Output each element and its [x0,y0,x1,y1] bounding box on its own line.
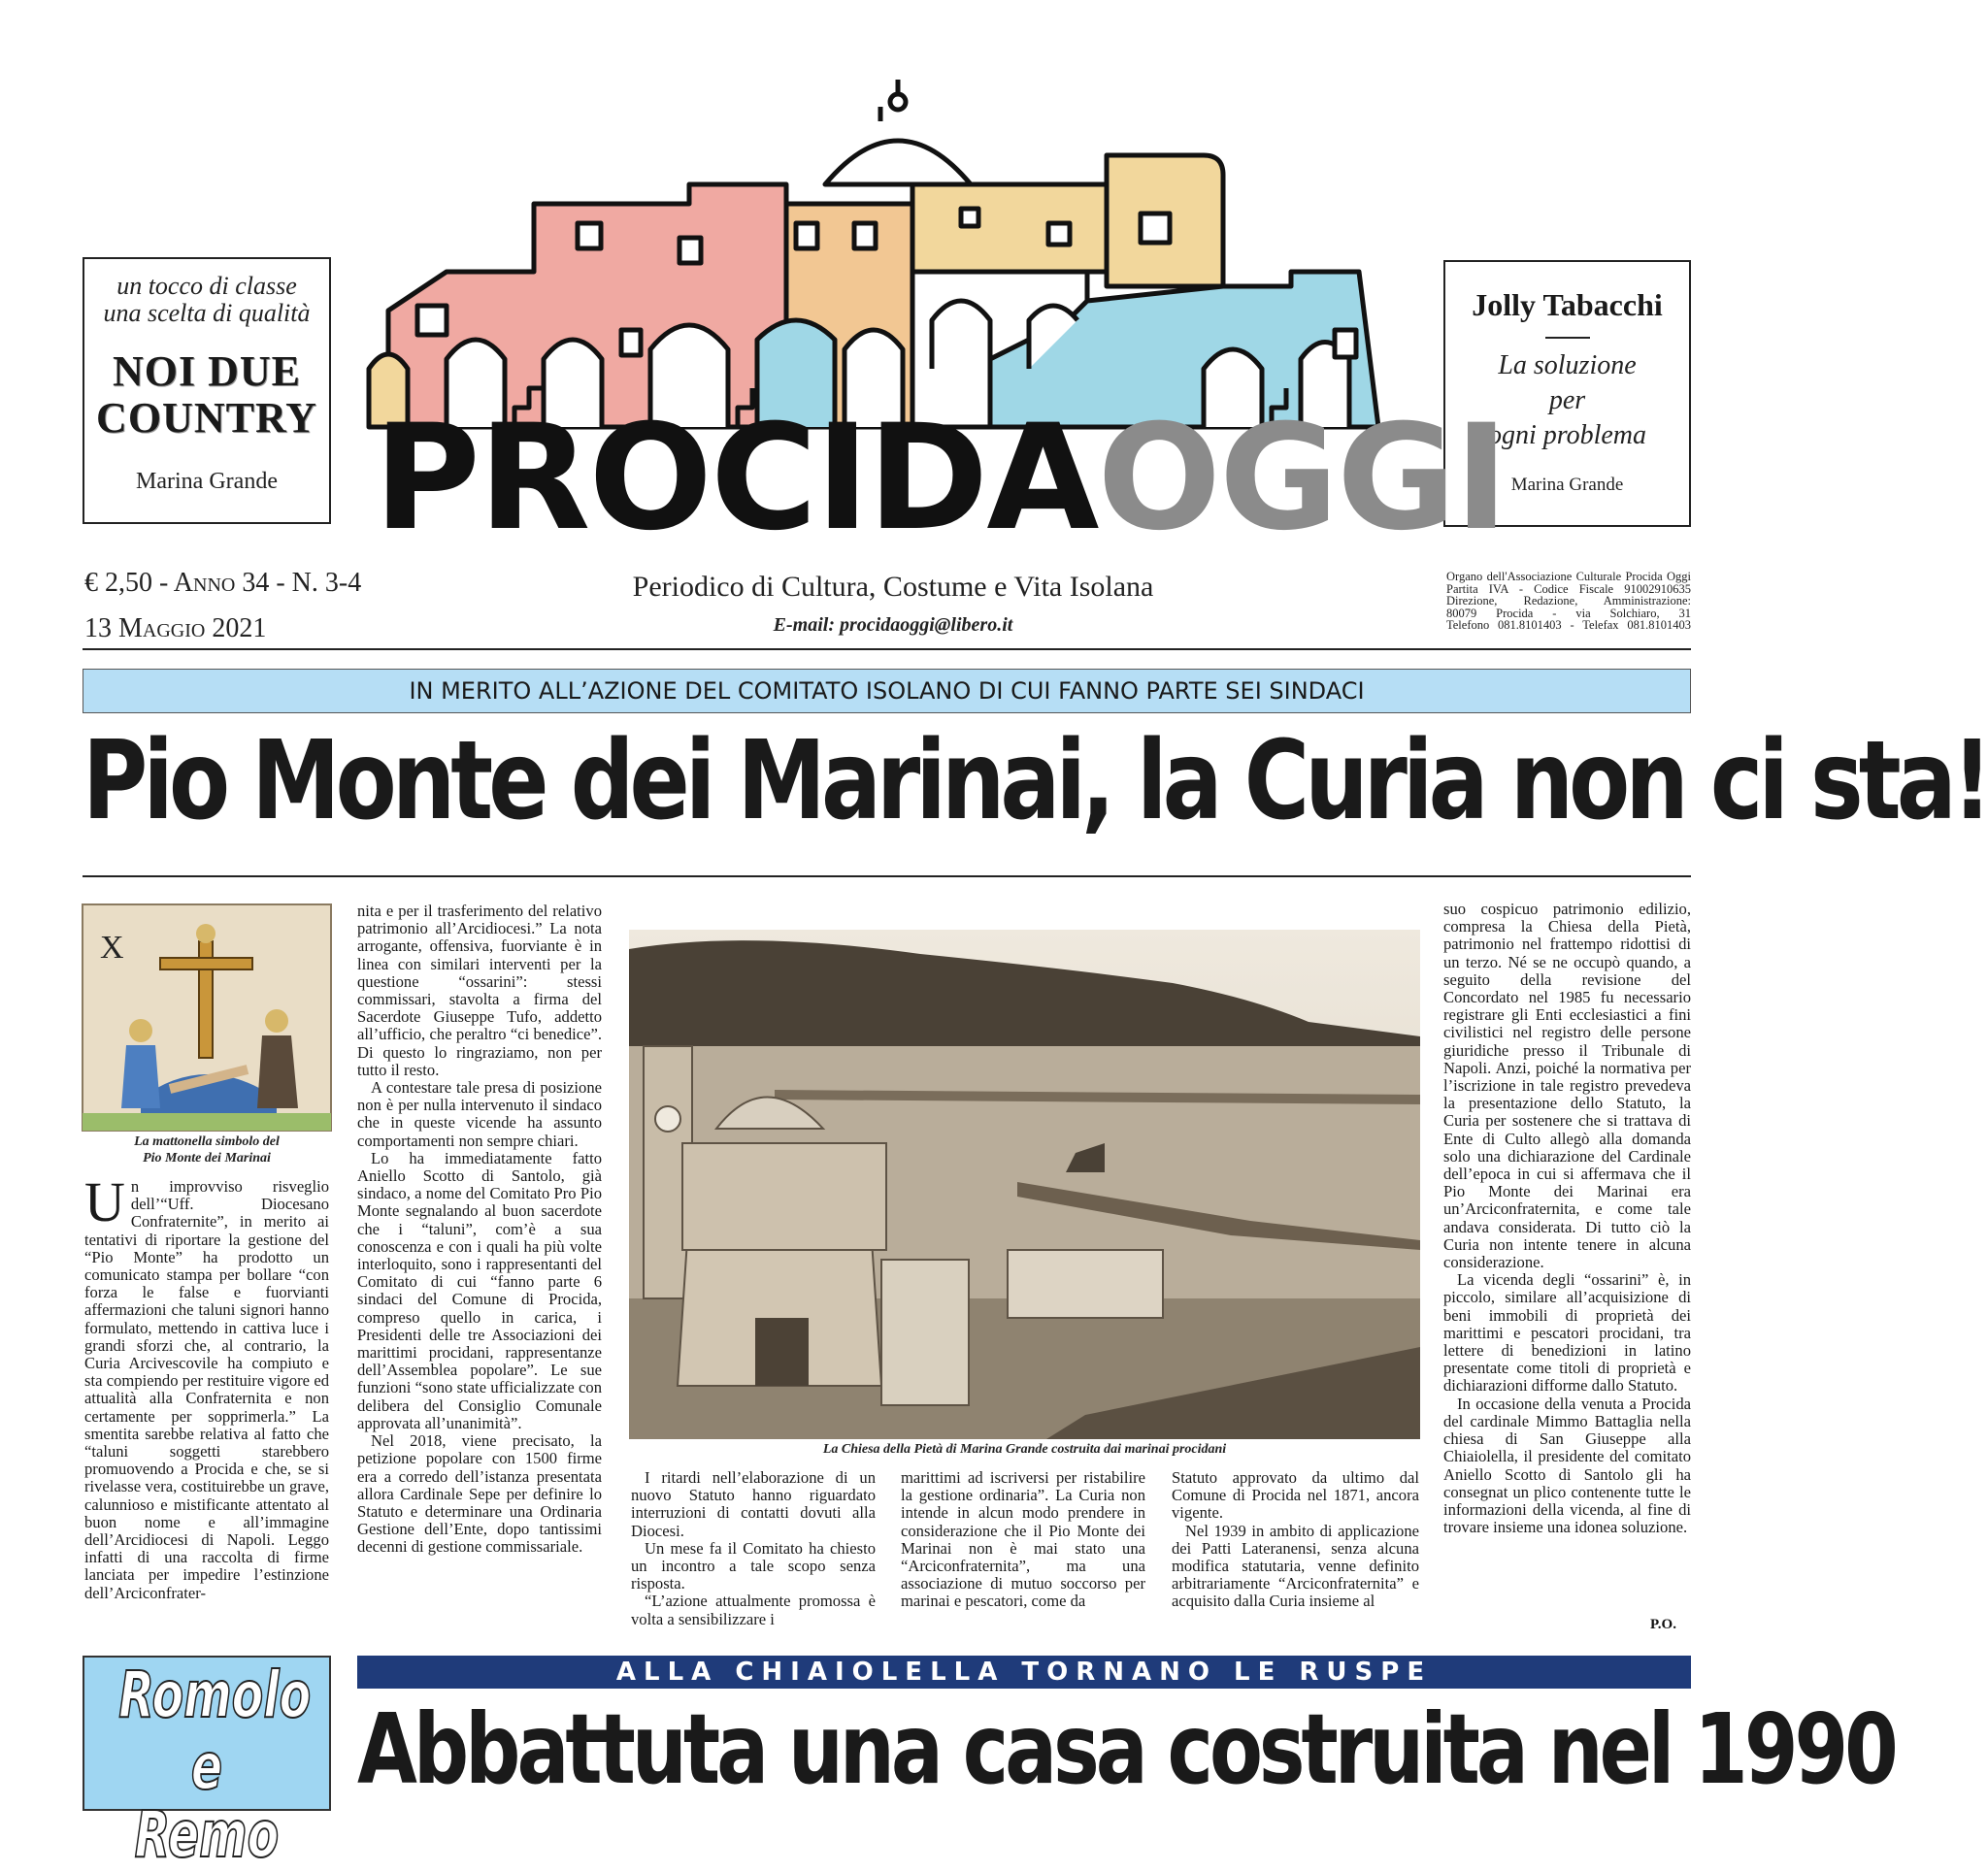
headline-divider [83,875,1691,877]
price-issue: € 2,50 - Anno 34 - N. 3-4 [84,568,362,598]
drop-cap: U [84,1170,125,1233]
ad-noi-due-country [83,257,331,524]
masthead-title-oggi: OGGI [1097,394,1508,563]
article-column-4 [901,1469,1145,1611]
article-paragraph: suo cospicuo patrimonio edilizio, compresa la Chiesa della Pietà, patrimonio nel frattempo ridottisi di un terzo. Né se ne occupò quando, a seguito della revisione del Concordato nel 1985 fu necessario registrare gli Enti ecclesiastici a fini civilistici nel registro delle persone giuridiche presso il Tribunale di Napoli. Anzi, poiché la normativa per l’iscrizione in tale registro prevedeva la presentazione dello Statuto, la Curia per sostenere che si trattava di Ente di Culto allegò alla domanda solo una dichiarazione del Cardinale dell’epoca in cui si affermava che il Pio Monte dei Marinai era un’Arciconfraternita, e come tale andava considerata. Di tutto ciò la Curia non intente tenere in alcuna considerazione. [1443,900,1691,1272]
romolo-box-line2: e Remo [134,1729,280,1872]
masthead-title [374,394,1508,563]
publisher-info-line: 80079 Procida - via Solchiaro, 31 [1446,606,1691,620]
article-paragraph: I ritardi nell’elaborazione di un nuovo Statuto hanno riguardato interruzioni di contatti dovuti alla Diocesi. [631,1468,876,1540]
article-headline: Pio Monte dei Marinai, la Curia non ci sta! [83,718,1988,844]
paragraph-text: n improvviso risveglio dell’“Uff. Diocesano Confraternite”, in merito ai tentativi di riportare la gestione del “Pio Monte” ha prodotto un comunicato stampa per bollare “con forza le false e fuorvianti affermazioni che taluni signori hanno formulato, mettendo in cattiva luce i grandi sforzi che, al contrario, la Curia Arcivescovile ha compiuto e sta compiendo per restituire vigore ed attualità alla Confraternita e non certamente per sopprimerla.” La smentita sarebbe relativa al fatto che “taluni soggetti starebbero promuovendo a Procida e che, se si rivelasse vera, costituirebbe un grave, calunnioso e mistificante attentato al buon nome e all’immagine dell’Arcidiocesi di Napoli. Leggo infatti di una raccolta di firme lanciata per impedire l’estinzione dell’Arciconfrater- [84,1177,329,1602]
masthead-tagline: Periodico di Cultura, Costume e Vita Isolana [632,571,1154,603]
article-paragraph: “L’azione attualmente promossa è volta a sensibilizzare i [631,1592,876,1628]
article-kicker: IN MERITO ALL’AZIONE DEL COMITATO ISOLANO DI CUI FANNO PARTE SEI SINDACI [83,669,1691,713]
ad-tag-line1: La soluzione [1498,350,1637,380]
article-paragraph: A contestare tale presa di posizione non è per nulla intervenuto il sindaco che in queste vicende ha assunto comportamenti non sempre chiari. [357,1078,602,1150]
publisher-info-line: Direzione, Redazione, Amministrazione: [1446,594,1691,608]
article-column-2 [357,903,602,1557]
photo-caption: La Chiesa della Pietà di Marina Grande costruita dai marinai procidani [822,1442,1227,1457]
article-paragraph: Statuto approvato da ultimo dal Comune di Procida nel 1871, ancora vigente. [1172,1468,1419,1523]
ad-slogan-line2: una scelta di qualità [103,299,311,327]
article-column-5 [1172,1469,1419,1611]
article-paragraph: In occasione della venuta a Procida del cardinale Mimmo Battaglia nella chiesa di San Giuseppe alla Chiaiolella, il presidente del comitato Aniello Scotto di Santolo gli ha consegnat un plico contenente tutte le informazioni della vicenda, al fine di trovare insieme una idonea soluzione. [1443,1394,1691,1537]
ad-tag-line3: ogni problema [1487,420,1647,450]
article-paragraph: marittimi ad iscriversi per ristabilire la gestione ordinaria”. La Curia non intende in alcun modo prendere in considerazione che il Pio Monte dei Marinai non è mai stato una “Arciconfraternita”, ma una associazione di mutuo soccorso per marinai e pescatori, come da [901,1468,1145,1611]
tile-caption-line2: Pio Monte dei Marinai [143,1151,271,1166]
ad-divider [1545,337,1590,339]
masthead-email: E-mail: procidaoggi@libero.it [773,614,1013,636]
publisher-info-line: Telefono 081.8101403 - Telefax 081.8101403 [1446,618,1691,632]
publisher-info [1446,571,1691,632]
masthead-title-procida: PROCIDA [374,394,1098,563]
article-paragraph: Nel 1939 in ambito di applicazione dei Patti Lateranensi, senza alcuna modifica statutaria, venne definito arbitrariamente “Arciconfraternita” e acquisito dalla Curia insieme al [1172,1521,1419,1611]
masthead-houses-illustration [369,78,1398,437]
ad-tag-line2: per [1548,385,1586,415]
article2-kicker: ALLA CHIAIOLELLA TORNANO LE RUSPE [357,1656,1691,1689]
romolo-remo-box [83,1656,331,1872]
ad-brand-line1: NOI DUE [112,347,302,395]
church-harbor-photo [629,930,1420,1439]
article-paragraph: Nel 2018, viene precisato, la petizione popolare con 1500 firme era a corredo dell’istanza presentata allora Cardinale Sepe per definire lo Statuto e determinare una Ordinaria Gestione dell’Ente, dopo tantissimi decenni di gestione commissariale. [357,1431,602,1557]
article-paragraph: nita e per il trasferimento del relativo patrimonio all’Arcidiocesi.” La nota arrogante, offensiva, fuorviante è in linea con similari interventi per la questione “ossarini”: stessi commissari, stavolta a firma del Sacerdote Giuseppe Tufo, addetto all’ufficio, che peraltro “ci benedice”. Di questo lo ringraziamo, non per tutto il resto. [357,902,602,1079]
article-column-3 [631,1469,876,1628]
article-column-1 [84,1170,329,1602]
publisher-info-line: Organo dell'Associazione Culturale Procida Oggi [1446,570,1691,583]
tile-caption [83,1133,331,1166]
article2-headline: Abbattuta una casa costruita nel 1990 [357,1692,1895,1806]
majolica-tile-image [83,904,331,1131]
ad-place: Marina Grande [1510,475,1624,495]
ad-place: Marina Grande [136,469,278,494]
article-column-6 [1443,901,1691,1536]
issue-date: 13 Maggio 2021 [84,613,267,643]
article-paragraph [84,1170,329,1602]
header-divider [83,648,1691,650]
article-signature: P.O. [1650,1617,1676,1632]
publisher-info-line: Partita IVA - Codice Fiscale 91002910635 [1446,581,1691,596]
tile-caption-line1: La mattonella simbolo del [134,1134,280,1149]
ad-brand-line2: COUNTRY [96,394,317,442]
svg-text:X: X [100,930,124,966]
article-paragraph: Lo ha immediatamente fatto Aniello Scotto di Santolo, già sindaco, a nome del Comitato Pro Pio Monte segnalando al buon sacerdote che i “taluni”, com’è a sua conoscenza e con i quali ha più volte interloquito, sono i rappresentanti del Comitato di cui “fanno parte 6 sindaci del Comune di Procida, compreso quello in carica, i Presidenti delle tre Associazioni dei marittimi procidani, rappresentanze dell’Assemblea popolare”. Le sue funzioni “sono state ufficializzate con delibera del Consiglio Comunale approvata all’unanimità”. [357,1148,602,1432]
ad-brand: Jolly Tabacchi [1472,287,1663,322]
ad-slogan-line1: un tocco di classe [116,272,297,300]
article-paragraph: La vicenda degli “ossarini” è, in piccolo, similare all’acquisizione di beni immobili di proprietà dei marittimi e pescatori procidani, tra lettere di benedizioni in latino presentate come titoli di proprietà e dichiarazioni difforme dallo Statuto. [1443,1270,1691,1396]
article-paragraph: Un mese fa il Comitato ha chiesto un incontro a tale scopo senza risposta. [631,1538,876,1593]
romolo-box-line1: Romolo [118,1658,312,1732]
